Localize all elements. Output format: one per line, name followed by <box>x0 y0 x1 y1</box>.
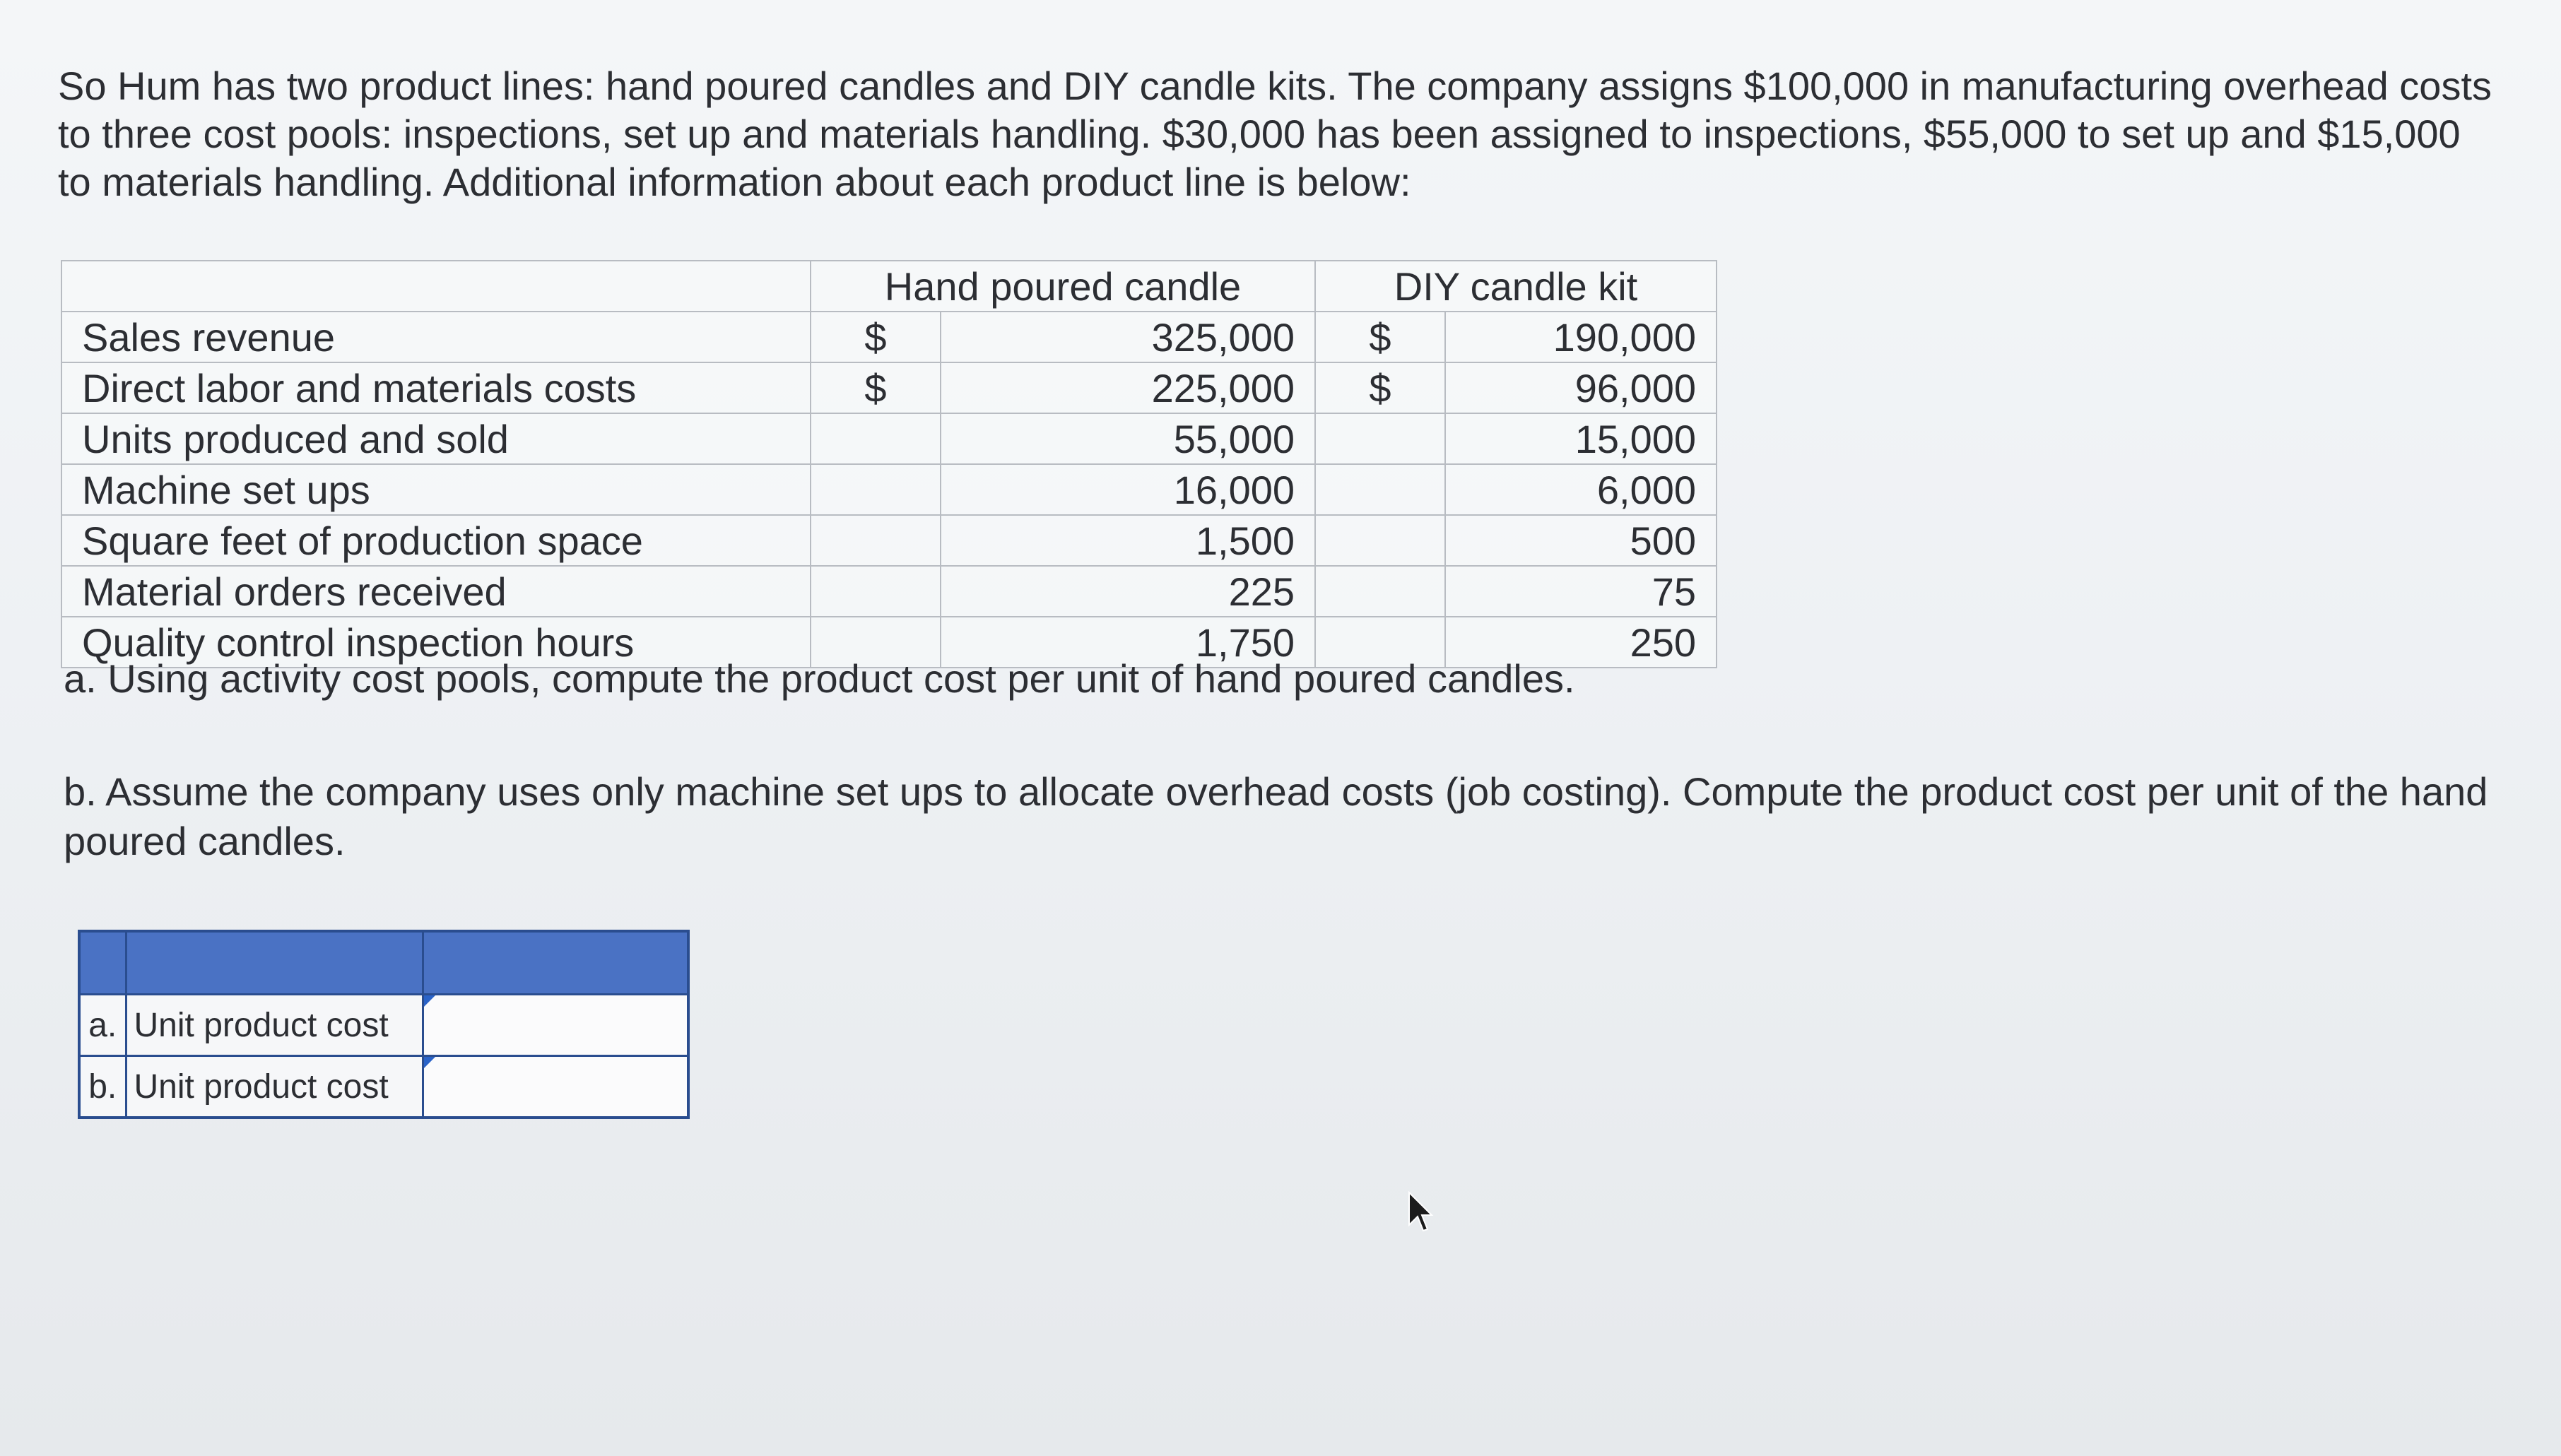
header-diy-candle-kit: DIY candle kit <box>1315 261 1717 312</box>
diy-kit-value: 500 <box>1445 515 1717 566</box>
currency-symbol <box>811 413 941 464</box>
currency-symbol: $ <box>1315 312 1445 362</box>
hand-poured-value: 16,000 <box>941 464 1315 515</box>
header-hand-poured-candle: Hand poured candle <box>811 261 1315 312</box>
currency-symbol <box>811 566 941 617</box>
hand-poured-value: 55,000 <box>941 413 1315 464</box>
currency-symbol <box>1315 413 1445 464</box>
diy-kit-value: 75 <box>1445 566 1717 617</box>
diy-kit-value: 250 <box>1445 617 1717 668</box>
table-row <box>61 413 1717 464</box>
question-a: a. Using activity cost pools, compute the product cost per unit of hand poured candles. <box>64 656 1575 701</box>
currency-symbol <box>1315 566 1445 617</box>
table-row <box>61 464 1717 515</box>
hand-poured-value: 225,000 <box>941 362 1315 413</box>
hand-poured-value: 1,500 <box>941 515 1315 566</box>
currency-symbol: $ <box>811 312 941 362</box>
unit-product-cost-b-input[interactable] <box>424 1057 688 1116</box>
diy-kit-value: 190,000 <box>1445 312 1717 362</box>
question-b: b. Assume the company uses only machine set ups to allocate overhead costs (job costing). Compute the product cost per unit of the hand poured candles. <box>64 769 2488 863</box>
problem-intro: So Hum has two product lines: hand poured candles and DIY candle kits. The company assigns $100,000 in manufacturing overhead costs to three cost pools: inspections, set up and materials handling. $30,000 has been assigned to inspections, $55,000 to set up and $15,000 to materials handling. Additional information about each product line is below: <box>58 64 2492 204</box>
answer-table <box>78 930 690 1119</box>
currency-symbol <box>1315 515 1445 566</box>
diy-kit-value: 15,000 <box>1445 413 1717 464</box>
answer-cell-a[interactable] <box>423 995 688 1056</box>
currency-symbol: $ <box>1315 362 1445 413</box>
answer-label: Unit product cost <box>126 995 423 1056</box>
answer-label: Unit product cost <box>126 1056 423 1118</box>
row-label: Units produced and sold <box>61 413 811 464</box>
answer-letter: b. <box>79 1056 126 1118</box>
table-row <box>61 566 1717 617</box>
answer-header-cell <box>79 931 126 995</box>
answer-row-a <box>79 995 688 1056</box>
row-label: Machine set ups <box>61 464 811 515</box>
row-label: Material orders received <box>61 566 811 617</box>
hand-poured-value: 1,750 <box>941 617 1315 668</box>
answer-header-cell <box>126 931 423 995</box>
answer-cell-b[interactable] <box>423 1056 688 1118</box>
table-row <box>61 362 1717 413</box>
answer-header-row <box>79 931 688 995</box>
row-label: Quality control inspection hours <box>61 617 811 668</box>
mouse-pointer-icon <box>1406 1191 1435 1233</box>
row-label: Sales revenue <box>61 312 811 362</box>
table-row <box>61 515 1717 566</box>
hand-poured-value: 325,000 <box>941 312 1315 362</box>
answer-row-b <box>79 1056 688 1118</box>
currency-symbol <box>811 464 941 515</box>
table-header-row <box>61 261 1717 312</box>
hand-poured-value: 225 <box>941 566 1315 617</box>
answer-header-cell <box>423 931 688 995</box>
currency-symbol: $ <box>811 362 941 413</box>
table-row <box>61 312 1717 362</box>
answer-letter: a. <box>79 995 126 1056</box>
product-data-table <box>61 260 1717 668</box>
diy-kit-value: 6,000 <box>1445 464 1717 515</box>
header-blank <box>61 261 811 312</box>
currency-symbol <box>1315 464 1445 515</box>
row-label: Direct labor and materials costs <box>61 362 811 413</box>
row-label: Square feet of production space <box>61 515 811 566</box>
diy-kit-value: 96,000 <box>1445 362 1717 413</box>
currency-symbol <box>811 515 941 566</box>
unit-product-cost-a-input[interactable] <box>424 995 688 1055</box>
